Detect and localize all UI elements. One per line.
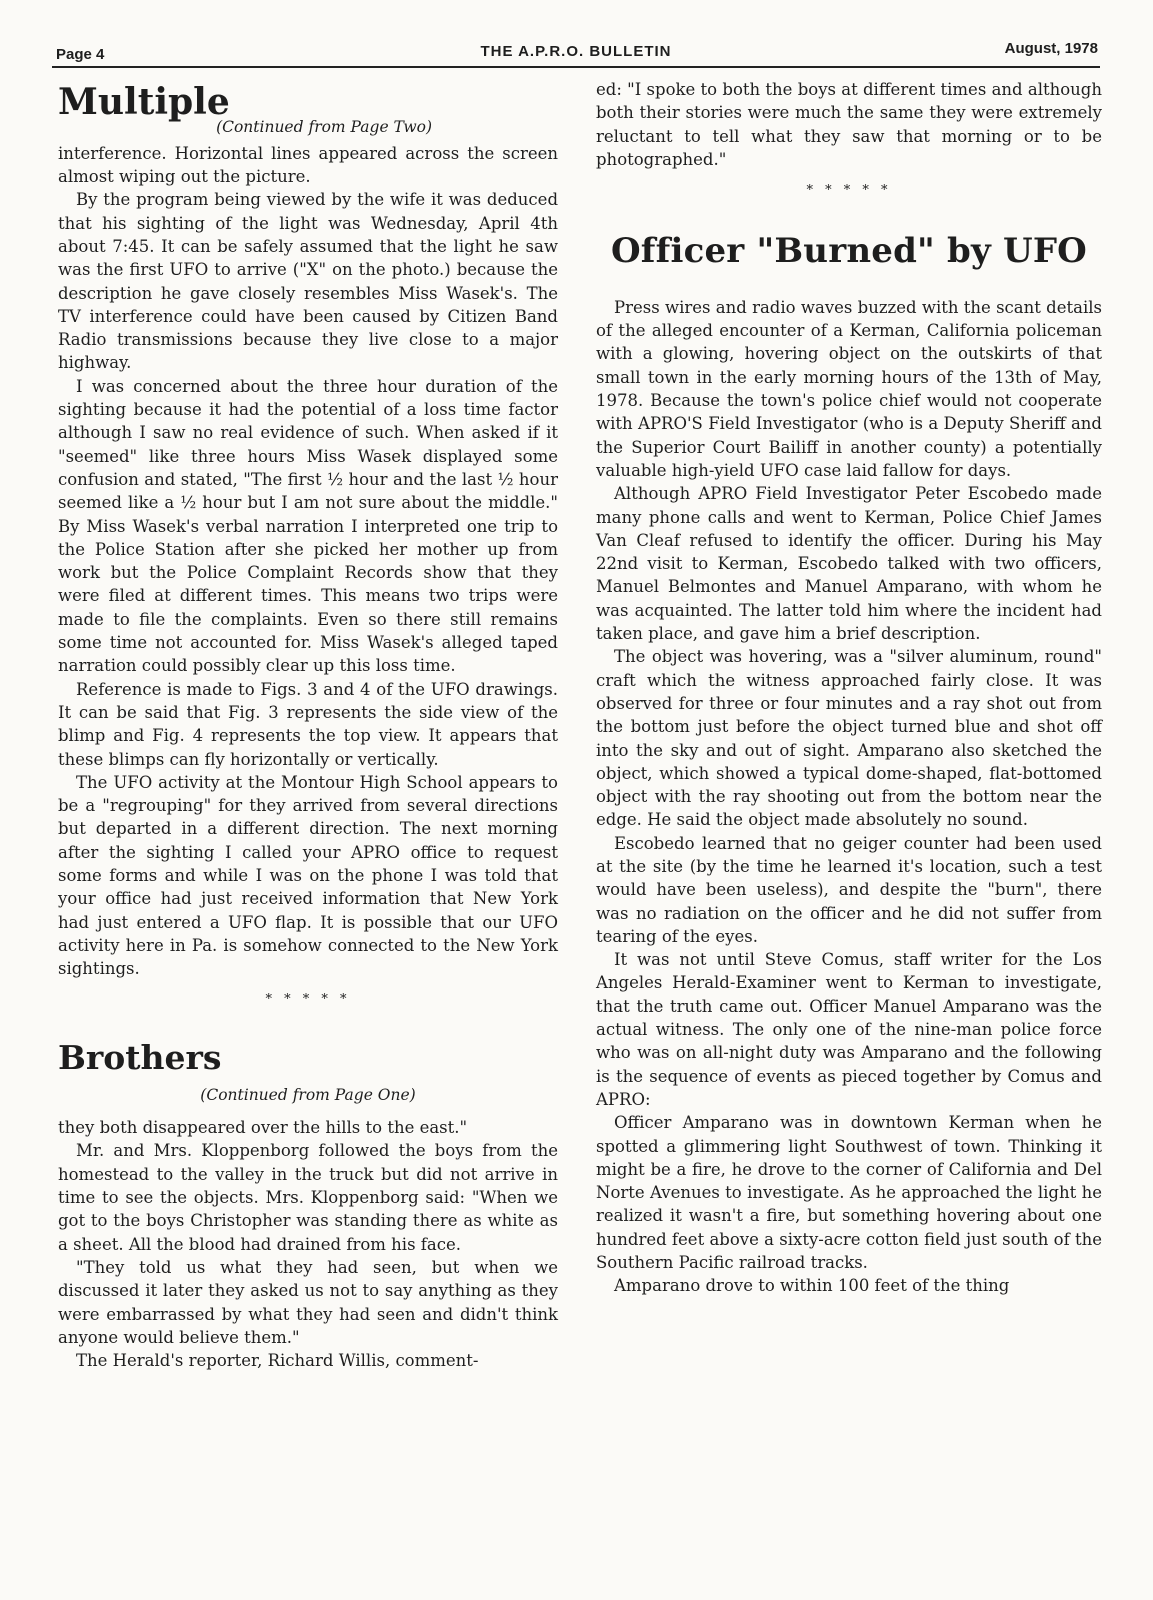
paragraph: It was not until Steve Comus, staff writer for the Los Angeles Herald-Examiner went to Kerman to investigate, that the truth came out. Officer Manuel Amparano was the actual witness. The only one of the nine-man police force who was on all-night duty was Amparano and the following is the sequence of events as pieced together by Comus and APRO: <box>596 950 1102 1109</box>
paragraph: I was concerned about the three hour duration of the sighting because it had the potential of a loss time factor although I saw no real evidence of such. When asked if it "seemed" like three hours Miss Wasek displayed some confusion and stated, "The first ½ hour and the last ½ hour seemed like a ½ hour but I am not sure about the middle." By Miss Wasek's verbal narration I interpreted one trip to the Police Station after she picked her mother up from work but the Police Complaint Records show that they were filed at different times. This means two trips were made to file the complaints. Even so there still remains some time not accounted for. Miss Wasek's alleged taped narration could possibly clear up this loss time. <box>58 376 558 676</box>
paragraph: Press wires and radio waves buzzed with the scant details of the alleged encounter of a Kerman, California policeman with a glowing, hovering object on the outskirts of that small town in the early morning hours of the 13th of May, 1978. Because the town's police chief would not cooperate with APRO'S Field Investigator (who is a Deputy Sheriff and the Superior Court Bailiff in another county) a potentially valuable high-yield UFO case laid fallow for days. <box>596 297 1102 480</box>
page-header <box>52 38 1100 68</box>
paragraph: The Herald's reporter, Richard Willis, comment- <box>76 1351 479 1371</box>
paragraph: By the program being viewed by the wife it was deduced that his sighting of the light was Wednesday, April 4th about 7:45. It can be safely assumed that the light he saw was the first UFO to arrive ("X" on the photo.) because the description he gave closely resembles Miss Wasek's. The TV interference could have been caused by Citizen Band Radio transmissions because they live close to a major highway. <box>58 190 558 373</box>
paragraph: they both disappeared over the hills to the east." <box>58 1118 468 1138</box>
paragraph: The object was hovering, was a "silver aluminum, round" craft which the witness approached fairly close. It was observed for three or four minutes and a ray shot out from the bottom just before the object turned blue and shot off into the sky and out of sight. Amparano also sketched the object, which showed a typical dome-shaped, flat-bottomed object with the ray shooting out from the bottom near the edge. He said the object made absolutely no sound. <box>596 647 1102 830</box>
paragraph: Officer Amparano was in downtown Kerman when he spotted a glimmering light Southwest of town. Thinking it might be a fire, he drove to the corner of California and Del Norte Avenues to investigate. As he approached the light he realized it wasn't a fire, but something hovering about one hundred feet above a sixty-acre cotton field just south of the Southern Pacific railroad tracks. <box>596 1113 1102 1273</box>
article-multiple <box>58 81 558 1008</box>
paragraph: ed: "I spoke to both the boys at different times and although both their stories were much the same they were extremely reluctant to tell what they saw that morning or to be photographed." <box>596 80 1102 169</box>
article-brothers <box>58 1038 558 1372</box>
paragraph: Amparano drove to within 100 feet of the thing <box>614 1276 1010 1296</box>
article-title-officer: Officer "Burned" by UFO <box>610 231 1087 272</box>
section-divider: * * * * * <box>806 183 892 199</box>
paragraph: Escobedo learned that no geiger counter had been used at the site (by the time he learned it's location, such a test would have been useless), and despite the "burn", there was no radiation on the officer and he did not suffer from tearing of the eyes. <box>596 833 1102 946</box>
article-brothers-continued <box>596 78 1102 198</box>
paragraph: Reference is made to Figs. 3 and 4 of the UFO drawings. It can be said that Fig. 3 represents the side view of the blimp and Fig. 4 represents the top view. It appears that these blimps can fly horizontally or vertically. <box>58 679 558 769</box>
paragraph: Although APRO Field Investigator Peter Escobedo made many phone calls and went to Kerman, Police Chief James Van Cleaf refused to identify the officer. During his May 22nd visit to Kerman, Escobedo talked with two officers, Manuel Belmontes and Manuel Amparano, with whom he was acquainted. The latter told him where the incident had taken place, and gave him a brief description. <box>596 484 1102 644</box>
continued-note: (Continued from Page Two) <box>216 117 432 136</box>
article-title-multiple: Multiple <box>58 81 230 123</box>
publication-title: THE A.P.R.O. BULLETIN <box>480 43 672 60</box>
continued-note: (Continued from Page One) <box>200 1086 416 1105</box>
page-number: Page 4 <box>56 46 105 63</box>
paragraph: "They told us what they had seen, but when we discussed it later they asked us not to say anything as they were embarrassed by what they had seen and didn't think anyone would believe them." <box>58 1257 558 1347</box>
right-column <box>596 78 1102 1298</box>
section-divider: * * * * * <box>265 992 351 1008</box>
left-column <box>58 78 558 1372</box>
paragraph: Mr. and Mrs. Kloppenborg followed the boys from the homestead to the valley in the truck but did not arrive in time to see the objects. Mrs. Kloppenborg said: "When we got to the boys Christopher was standing there as white as a sheet. All the blood had drained from his face. <box>58 1141 558 1254</box>
article-title-brothers: Brothers <box>58 1038 222 1078</box>
paragraph: The UFO activity at the Montour High School appears to be a "regrouping" for they arrived from several directions but departed in a different direction. The next morning after the sighting I called your APRO office to request some forms and while I was on the phone I was told that your office had just received information that New York had just entered a UFO flap. It is possible that our UFO activity here in Pa. is somehow connected to the New York sightings. <box>58 772 558 979</box>
issue-date: August, 1978 <box>1004 40 1098 57</box>
article-officer <box>596 231 1102 1297</box>
paragraph: interference. Horizontal lines appeared across the screen almost wiping out the picture. <box>58 143 558 187</box>
